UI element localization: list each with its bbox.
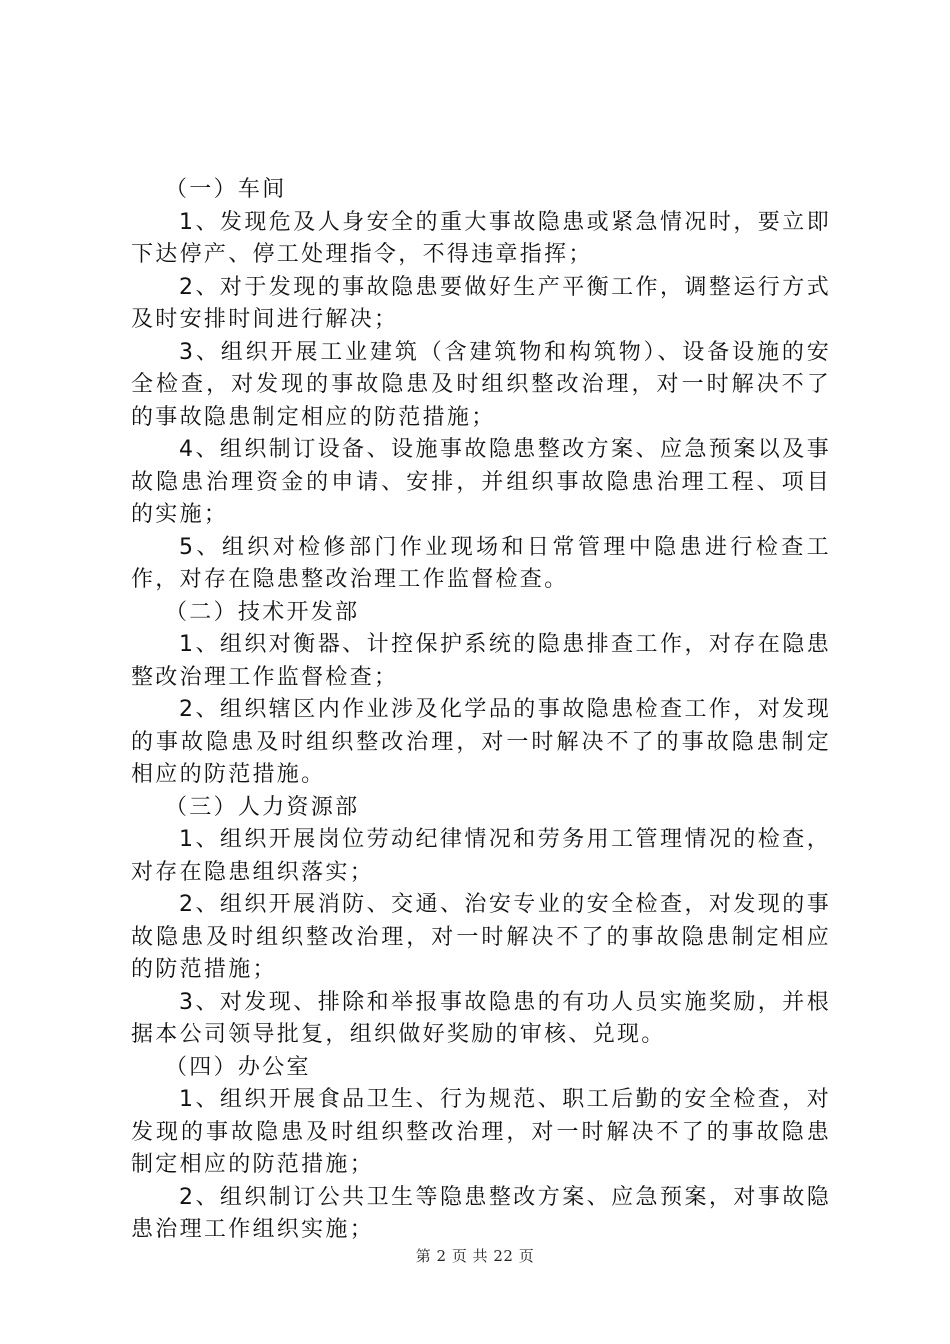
office-item-2: 2、组织制订公共卫生等隐患整改方案、应急预案，对事故隐患治理工作组织实施； (131, 1184, 831, 1242)
tech-dev-item-2: 2、组织辖区内作业涉及化学品的事故隐患检查工作，对发现的事故隐患及时组织整改治理，对一时解决不了的事故隐患制定相应的防范措施。 (131, 697, 831, 787)
section-heading-office: （四）办公室 (165, 1054, 311, 1080)
workshop-item-5: 5、组织对检修部门作业现场和日常管理中隐患进行检查工作，对存在隐患整改治理工作监督检查。 (131, 534, 831, 592)
office-item-1: 1、组织开展食品卫生、行为规范、职工后勤的安全检查，对发现的事故隐患及时组织整改治理，对一时解决不了的事故隐患制定相应的防范措施； (131, 1087, 831, 1177)
workshop-item-4: 4、组织制订设备、设施事故隐患整改方案、应急预案以及事故隐患治理资金的申请、安排，并组织事故隐患治理工程、项目的实施； (131, 437, 831, 527)
hr-item-1: 1、组织开展岗位劳动纪律情况和劳务用工管理情况的检查，对存在隐患组织落实； (131, 827, 831, 885)
section-heading-hr: （三）人力资源部 (165, 794, 360, 820)
document-body (131, 174, 831, 1247)
workshop-item-1: 1、发现危及人身安全的重大事故隐患或紧急情况时，要立即下达停产、停工处理指令，不得违章指挥； (131, 209, 831, 267)
hr-item-2: 2、组织开展消防、交通、治安专业的安全检查，对发现的事故隐患及时组织整改治理，对一时解决不了的事故隐患制定相应的防范措施； (131, 892, 831, 982)
workshop-item-3: 3、组织开展工业建筑（含建筑物和构筑物）、设备设施的安全检查，对发现的事故隐患及时组织整改治理，对一时解决不了的事故隐患制定相应的防范措施； (131, 339, 831, 430)
hr-item-3: 3、对发现、排除和举报事故隐患的有功人员实施奖励，并根据本公司领导批复，组织做好奖励的审核、兑现。 (131, 989, 831, 1047)
section-heading-workshop: （一）车间 (165, 177, 287, 202)
section-heading-tech-dev: （二）技术开发部 (165, 599, 360, 625)
page-number-footer: 第 2 页 共 22 页 (415, 1247, 535, 1265)
workshop-item-2: 2、对于发现的事故隐患要做好生产平衡工作，调整运行方式及时安排时间进行解决； (131, 274, 831, 332)
tech-dev-item-1: 1、组织对衡器、计控保护系统的隐患排查工作，对存在隐患整改治理工作监督检查； (131, 632, 831, 690)
